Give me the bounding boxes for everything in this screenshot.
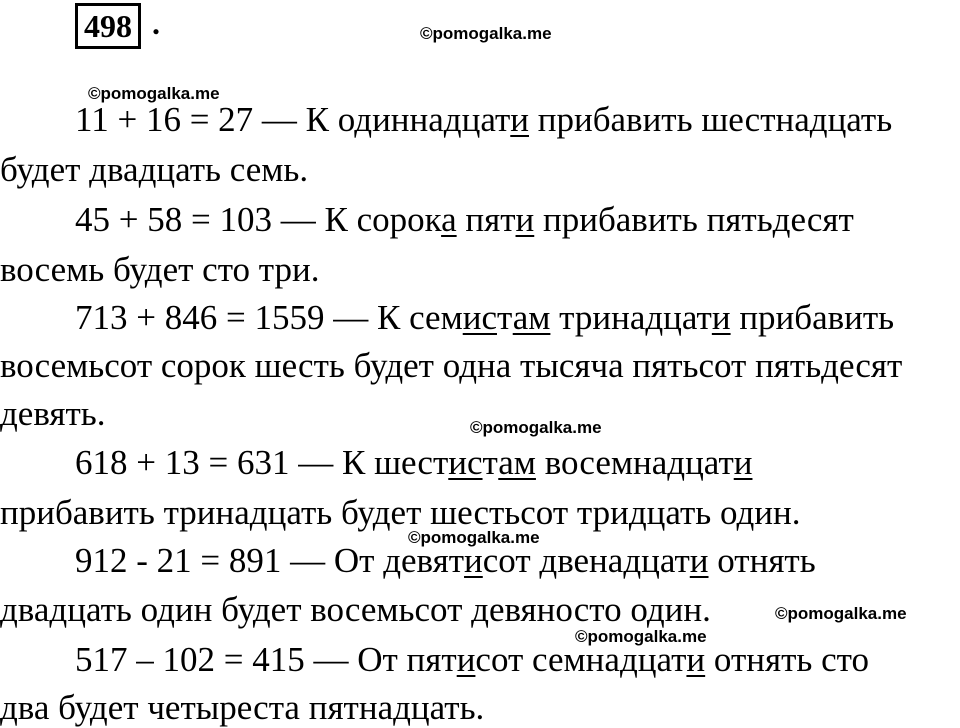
text-line — [75, 200, 854, 240]
text-segment: сот двенадцат — [482, 541, 690, 580]
text-line — [75, 541, 816, 581]
underlined-ending: и — [510, 100, 529, 139]
text-line — [75, 640, 869, 680]
underlined-ending: и — [464, 541, 483, 580]
underlined-ending: ис — [462, 298, 497, 337]
text-segment: 713 + 846 = 1559 — К сем — [75, 298, 463, 337]
underlined-ending: а — [441, 200, 457, 239]
text-line — [75, 443, 752, 483]
text-segment: 11 + 16 = 27 — К одиннадцат — [75, 100, 511, 139]
underlined-ending: и — [733, 443, 753, 482]
underlined-ending: и — [515, 200, 535, 239]
text-line — [0, 346, 902, 386]
watermark: ©pomogalka.me — [420, 24, 552, 43]
text-line — [0, 688, 484, 728]
text-segment: восемнадцат — [535, 443, 734, 482]
text-segment: восемь будет сто три. — [0, 250, 320, 289]
watermark: ©pomogalka.me — [470, 418, 602, 437]
underlined-ending: ам — [498, 443, 536, 482]
text-segment: двадцать один будет восемьсот девяносто один. — [0, 590, 711, 629]
underlined-ending: и — [456, 640, 476, 679]
text-segment: прибавить тринадцать будет шестьсот тридцать один. — [0, 493, 801, 532]
underlined-ending: ам — [512, 298, 551, 337]
text-segment: прибавить пятьдесят — [534, 200, 854, 239]
underlined-ending: ис — [448, 443, 483, 482]
text-line — [75, 298, 894, 338]
text-segment: будет двадцать семь. — [0, 150, 309, 189]
text-line — [75, 100, 892, 140]
text-line — [0, 250, 320, 290]
watermark: ©pomogalka.me — [775, 604, 907, 623]
text-line — [0, 590, 711, 630]
text-segment: восемьсот сорок шесть будет одна тысяча пятьсот пятьдесят — [0, 346, 903, 385]
text-segment: 912 - 21 = 891 — От девят — [75, 541, 465, 580]
text-segment: прибавить — [730, 298, 895, 337]
underlined-ending: и — [711, 298, 731, 337]
text-segment: сот семнадцат — [475, 640, 687, 679]
text-segment: т — [482, 443, 499, 482]
task-number: 498 — [75, 3, 141, 49]
text-line — [0, 394, 106, 434]
watermark: ©pomogalka.me — [88, 84, 220, 103]
text-segment: девять. — [0, 394, 106, 433]
task-number-dot: . — [152, 5, 160, 41]
text-segment: прибавить шестнадцать — [529, 100, 893, 139]
watermark: ©pomogalka.me — [408, 528, 540, 547]
underlined-ending: и — [686, 640, 706, 679]
text-segment: отнять сто — [705, 640, 869, 679]
text-segment: пят — [456, 200, 516, 239]
text-segment: 618 + 13 = 631 — К шест — [75, 443, 449, 482]
text-line — [0, 150, 308, 190]
text-line — [0, 493, 801, 533]
text-segment: тринадцат — [550, 298, 712, 337]
underlined-ending: и — [689, 541, 709, 580]
text-segment: два будет четыреста пятнадцать. — [0, 688, 485, 727]
text-segment: т — [496, 298, 513, 337]
watermark: ©pomogalka.me — [575, 627, 707, 646]
text-segment: отнять — [708, 541, 816, 580]
text-segment: 517 – 102 = 415 — От пят — [75, 640, 457, 679]
text-segment: 45 + 58 = 103 — К сорок — [75, 200, 442, 239]
